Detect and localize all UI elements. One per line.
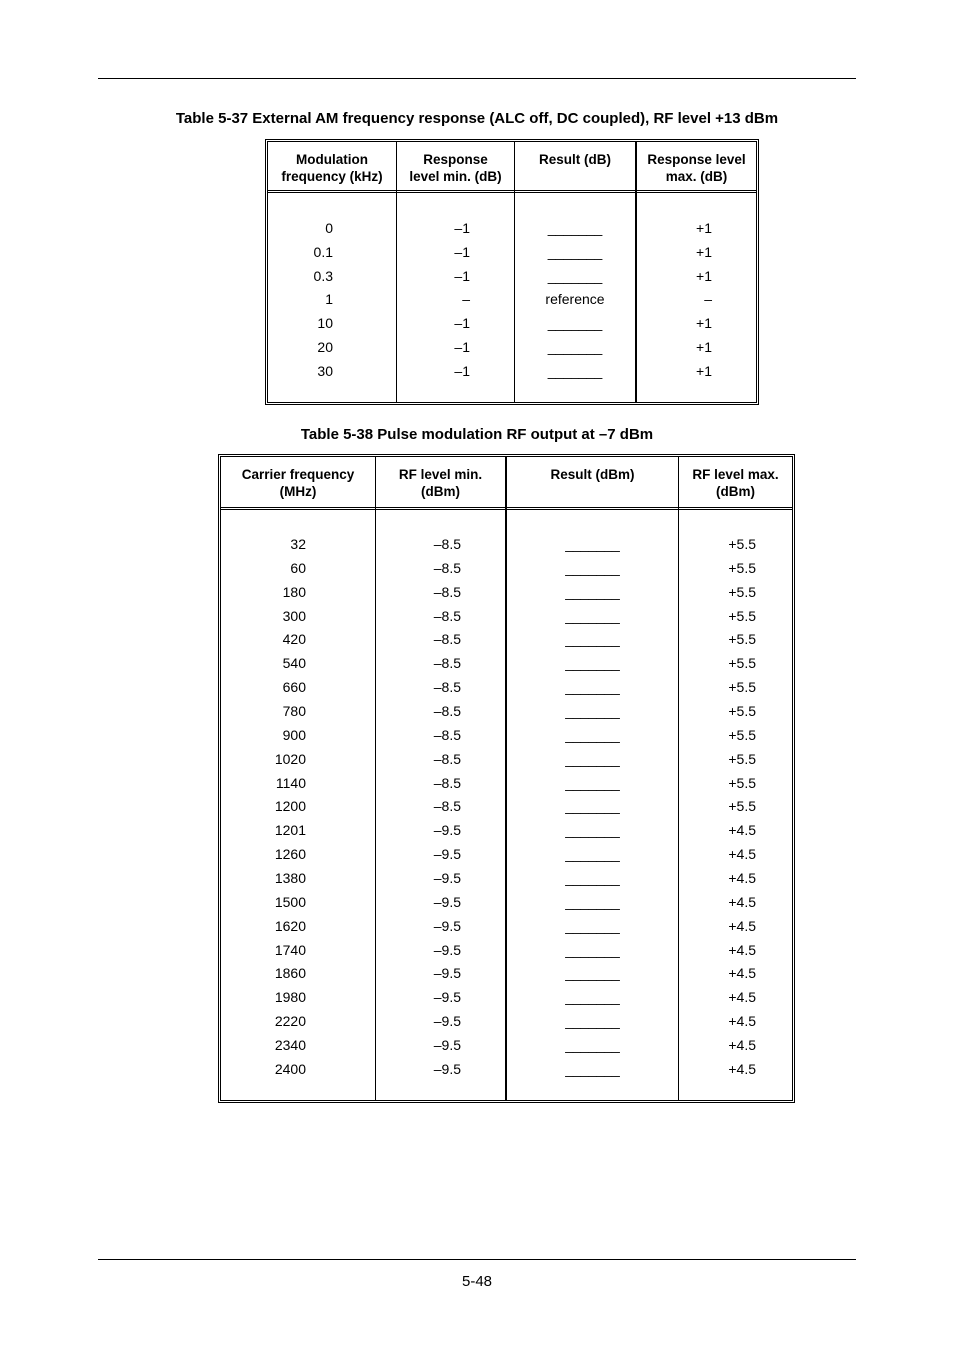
t38-col-result [505, 457, 678, 1100]
t37-col-response-min [396, 142, 514, 402]
table-cell: 540 [282, 655, 306, 672]
table-cell: +4.5 [728, 1037, 756, 1054]
table-cell: +4.5 [728, 870, 756, 887]
table-cell: +1 [696, 267, 712, 284]
t37-header-separator [268, 190, 756, 193]
table-cell: 10 [317, 315, 333, 332]
table-cell: 60 [290, 559, 306, 576]
table-cell: +5.5 [728, 679, 756, 696]
table-cell[interactable]: _______ [547, 220, 603, 236]
table-cell: –8.5 [433, 750, 461, 767]
table-cell: 780 [282, 703, 306, 720]
table-cell[interactable]: _______ [565, 750, 620, 767]
table-cell[interactable]: _______ [565, 822, 620, 839]
table-cell: +5.5 [728, 750, 756, 767]
table-cell[interactable]: _______ [565, 965, 620, 982]
table-cell[interactable]: _______ [565, 726, 620, 743]
table-cell: – [462, 291, 470, 308]
table-cell: +4.5 [728, 846, 756, 863]
table-cell: +5.5 [728, 536, 756, 552]
table-cell: –8.5 [433, 655, 461, 672]
table-cell: +4.5 [728, 917, 756, 934]
table-cell: –1 [454, 362, 470, 379]
table-cell: +5.5 [728, 583, 756, 600]
t38-col-rf-level-min [375, 457, 505, 1100]
footer-rule [98, 1259, 856, 1260]
table-cell: –9.5 [433, 870, 461, 887]
table-cell: +4.5 [728, 822, 756, 839]
table-cell[interactable]: _______ [565, 989, 620, 1006]
t38-col-rf-level-max [678, 457, 792, 1100]
t37-header-modulation-frequency: Modulation frequency (kHz) [281, 152, 383, 184]
table-cell: –8.5 [433, 631, 461, 648]
table-cell: 2400 [274, 1060, 306, 1077]
table-cell: +1 [696, 220, 712, 236]
table-cell: +5.5 [728, 703, 756, 720]
t37-col-response-max [635, 142, 756, 402]
table-37-caption: Table 5-37 External AM frequency response (ALC off, DC coupled), RF level +13 dBm [175, 110, 779, 127]
table-cell: 1380 [274, 870, 306, 887]
table-cell: 1 [325, 291, 333, 308]
table-cell: –9.5 [433, 893, 461, 910]
table-cell[interactable]: _______ [565, 893, 620, 910]
table-cell: –9.5 [433, 846, 461, 863]
table-cell: 2340 [274, 1037, 306, 1054]
table-cell: – [704, 291, 712, 308]
t37-col-modulation-frequency [268, 142, 396, 402]
table-cell: reference [545, 291, 605, 308]
table-cell: –9.5 [433, 917, 461, 934]
table-cell: –8.5 [433, 679, 461, 696]
table-cell: +5.5 [728, 559, 756, 576]
table-cell: +5.5 [728, 607, 756, 624]
table-cell: +4.5 [728, 1013, 756, 1030]
table-cell: 1860 [274, 965, 306, 982]
table-cell[interactable]: _______ [565, 536, 620, 552]
table-cell[interactable]: _______ [547, 315, 603, 332]
t37-header-response-min: Response level min. (dB) [409, 152, 502, 184]
t38-col-carrier-frequency [221, 457, 375, 1100]
table-cell: 420 [282, 631, 306, 648]
table-cell: +4.5 [728, 893, 756, 910]
table-cell[interactable]: _______ [565, 631, 620, 648]
table-cell: –8.5 [433, 536, 461, 552]
table-cell: 32 [290, 536, 306, 552]
table-cell: 20 [317, 339, 333, 355]
table-cell[interactable]: _______ [547, 267, 603, 284]
table-cell[interactable]: _______ [547, 362, 603, 379]
table-cell: +4.5 [728, 965, 756, 982]
table-cell: +5.5 [728, 631, 756, 648]
table-cell: –9.5 [433, 941, 461, 958]
table-cell: 660 [282, 679, 306, 696]
table-cell: +5.5 [728, 798, 756, 815]
table-cell: 1260 [274, 846, 306, 863]
table-cell: –9.5 [433, 989, 461, 1006]
table-cell[interactable]: _______ [565, 941, 620, 958]
table-cell[interactable]: _______ [565, 583, 620, 600]
table-cell[interactable]: _______ [565, 655, 620, 672]
table-cell: +1 [696, 362, 712, 379]
table-cell: +4.5 [728, 1060, 756, 1077]
table-cell: 1740 [274, 941, 306, 958]
table-cell: 0.3 [313, 267, 333, 284]
table-cell[interactable]: _______ [547, 339, 603, 355]
table-cell: –9.5 [433, 1060, 461, 1077]
table-cell: +5.5 [728, 774, 756, 791]
table-cell[interactable]: _______ [565, 703, 620, 720]
table-cell: 900 [282, 726, 306, 743]
table-cell: 1980 [274, 989, 306, 1006]
header-rule [98, 78, 856, 79]
table-cell: –9.5 [433, 965, 461, 982]
t37-col-result [514, 142, 635, 402]
table-cell: –8.5 [433, 607, 461, 624]
table-cell: –1 [454, 339, 470, 355]
table-cell: –8.5 [433, 583, 461, 600]
table-cell[interactable]: _______ [547, 243, 603, 260]
table-cell[interactable]: _______ [565, 559, 620, 576]
table-cell: –1 [454, 220, 470, 236]
table-cell[interactable]: _______ [565, 774, 620, 791]
page-number: 5-48 [461, 1273, 493, 1290]
table-38 [218, 454, 795, 1103]
table-cell: –8.5 [433, 703, 461, 720]
t37-header-response-max: Response level max. (dB) [647, 152, 746, 184]
table-cell[interactable]: _______ [565, 679, 620, 696]
table-cell: –9.5 [433, 1013, 461, 1030]
table-cell: –8.5 [433, 774, 461, 791]
table-cell: 1200 [274, 798, 306, 815]
table-38-caption: Table 5-38 Pulse modulation RF output at –7 dBm [300, 426, 654, 443]
table-cell: +5.5 [728, 726, 756, 743]
table-37 [265, 139, 759, 405]
table-cell: –8.5 [433, 798, 461, 815]
table-cell: 0 [325, 220, 333, 236]
table-cell: +1 [696, 315, 712, 332]
table-cell: –9.5 [433, 822, 461, 839]
table-cell[interactable]: _______ [565, 798, 620, 815]
table-cell: 0.1 [313, 243, 333, 260]
table-cell: –1 [454, 243, 470, 260]
t38-header-rf-level-min: RF level min. (dBm) [398, 467, 483, 499]
table-cell: +1 [696, 339, 712, 355]
table-cell: –8.5 [433, 726, 461, 743]
table-cell: 300 [282, 607, 306, 624]
table-cell: +1 [696, 243, 712, 260]
table-cell: –1 [454, 315, 470, 332]
t38-header-rf-level-max: RF level max. (dBm) [692, 467, 779, 499]
t38-header-result: Result (dBm) [550, 467, 635, 482]
table-cell[interactable]: _______ [565, 1013, 620, 1030]
t38-header-carrier-frequency: Carrier frequency (MHz) [241, 467, 355, 499]
table-cell[interactable]: _______ [565, 846, 620, 863]
table-cell: 1620 [274, 917, 306, 934]
table-cell: –9.5 [433, 1037, 461, 1054]
table-cell: –8.5 [433, 559, 461, 576]
table-cell[interactable]: _______ [565, 607, 620, 624]
table-cell[interactable]: _______ [565, 1060, 620, 1077]
table-cell: 1020 [274, 750, 306, 767]
table-cell: +4.5 [728, 989, 756, 1006]
table-cell: –1 [454, 267, 470, 284]
table-cell: 1140 [275, 774, 306, 791]
table-cell[interactable]: _______ [565, 917, 620, 934]
t38-header-separator [221, 507, 792, 510]
table-cell: +4.5 [728, 941, 756, 958]
table-cell: 30 [317, 362, 333, 379]
table-cell: 1201 [274, 822, 306, 839]
table-cell[interactable]: _______ [565, 870, 620, 887]
table-cell: 180 [282, 583, 306, 600]
table-cell[interactable]: _______ [565, 1037, 620, 1054]
table-cell: +5.5 [728, 655, 756, 672]
table-cell: 1500 [274, 893, 306, 910]
table-cell: 2220 [274, 1013, 306, 1030]
t37-header-result: Result (dB) [539, 152, 611, 167]
